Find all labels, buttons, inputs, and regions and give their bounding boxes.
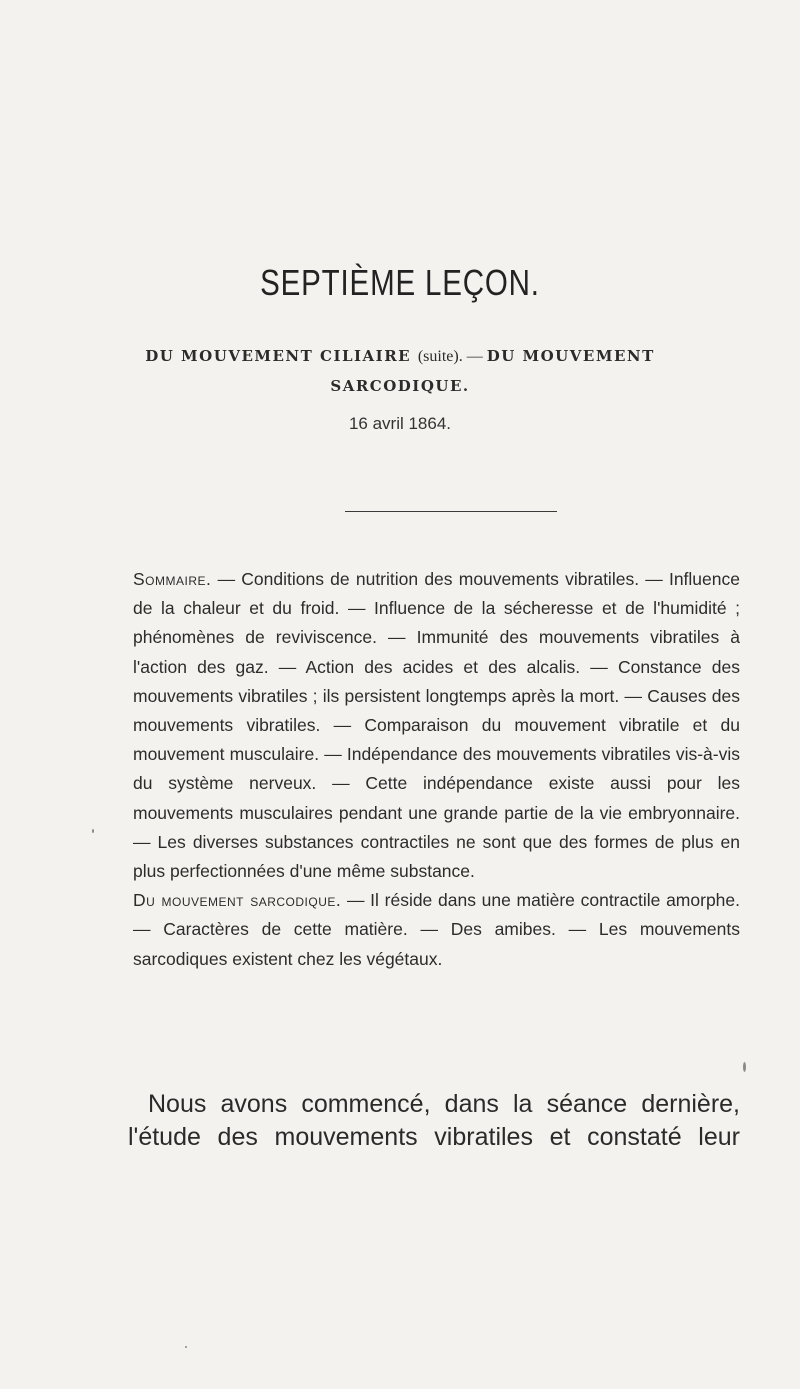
subtitle-dash: —: [462, 348, 487, 365]
sommaire-label-2: Du mouvement sarcodique.: [133, 890, 342, 911]
lesson-subtitle-line2: SARCODIQUE.: [330, 377, 470, 395]
subtitle-part2: DU MOUVEMENT: [486, 347, 655, 365]
subtitle-suite: (suite).: [417, 348, 463, 365]
sommaire-label: Sommaire.: [133, 569, 212, 589]
paper-speck: [185, 1346, 187, 1348]
subtitle-part1: DU MOUVEMENT CILIAIRE: [145, 347, 412, 365]
sommaire-text-2: — Il réside dans une matière contractile amorphe. — Caractères de cette matière. — Des amibes. — Les mouvements sarcodiques existent chez les végétaux.: [133, 890, 741, 969]
sommaire-text-1: — Conditions de nutrition des mouvements vibratiles. — Influence de la chaleur et du froid. — Influence de la sécheresse et de l'humidité ; phénomènes de reviviscence. — Immunité des mouvements vibratiles à l'action des gaz. — Action des acides et des alcalis. — Constance des mouvements vibratiles ; ils persistent longtemps après la mort. — Causes des mouvements vibratiles. — Comparaison du mouvement vibratile et du mouvement musculaire. — Indépendance des mouvements vibratiles vis-à-vis du système nerveux. — Cette indépendance existe aussi pour les mouvements musculaires pendant une grande partie de la vie embryonnaire. — Les diverses substances contractiles ne sont que des formes de plus en plus perfectionnées d'une même substance.: [133, 569, 740, 882]
lesson-title: SEPTIÈME LEÇON.: [260, 262, 540, 303]
sommaire-paragraph-1: [133, 565, 740, 886]
body-text-block: [128, 1088, 740, 1154]
lesson-subtitle-line1: [0, 347, 800, 366]
paper-speck: [743, 1062, 746, 1072]
paper-speck: [92, 829, 94, 833]
body-paragraph: Nous avons commencé, dans la séance dernière, l'étude des mouvements vibratiles et constaté leur: [128, 1090, 740, 1151]
divider-rule: [345, 511, 557, 512]
sommaire-paragraph-2: [133, 886, 740, 974]
sommaire-block: [133, 565, 740, 974]
lesson-date: 16 avril 1864.: [348, 414, 452, 433]
